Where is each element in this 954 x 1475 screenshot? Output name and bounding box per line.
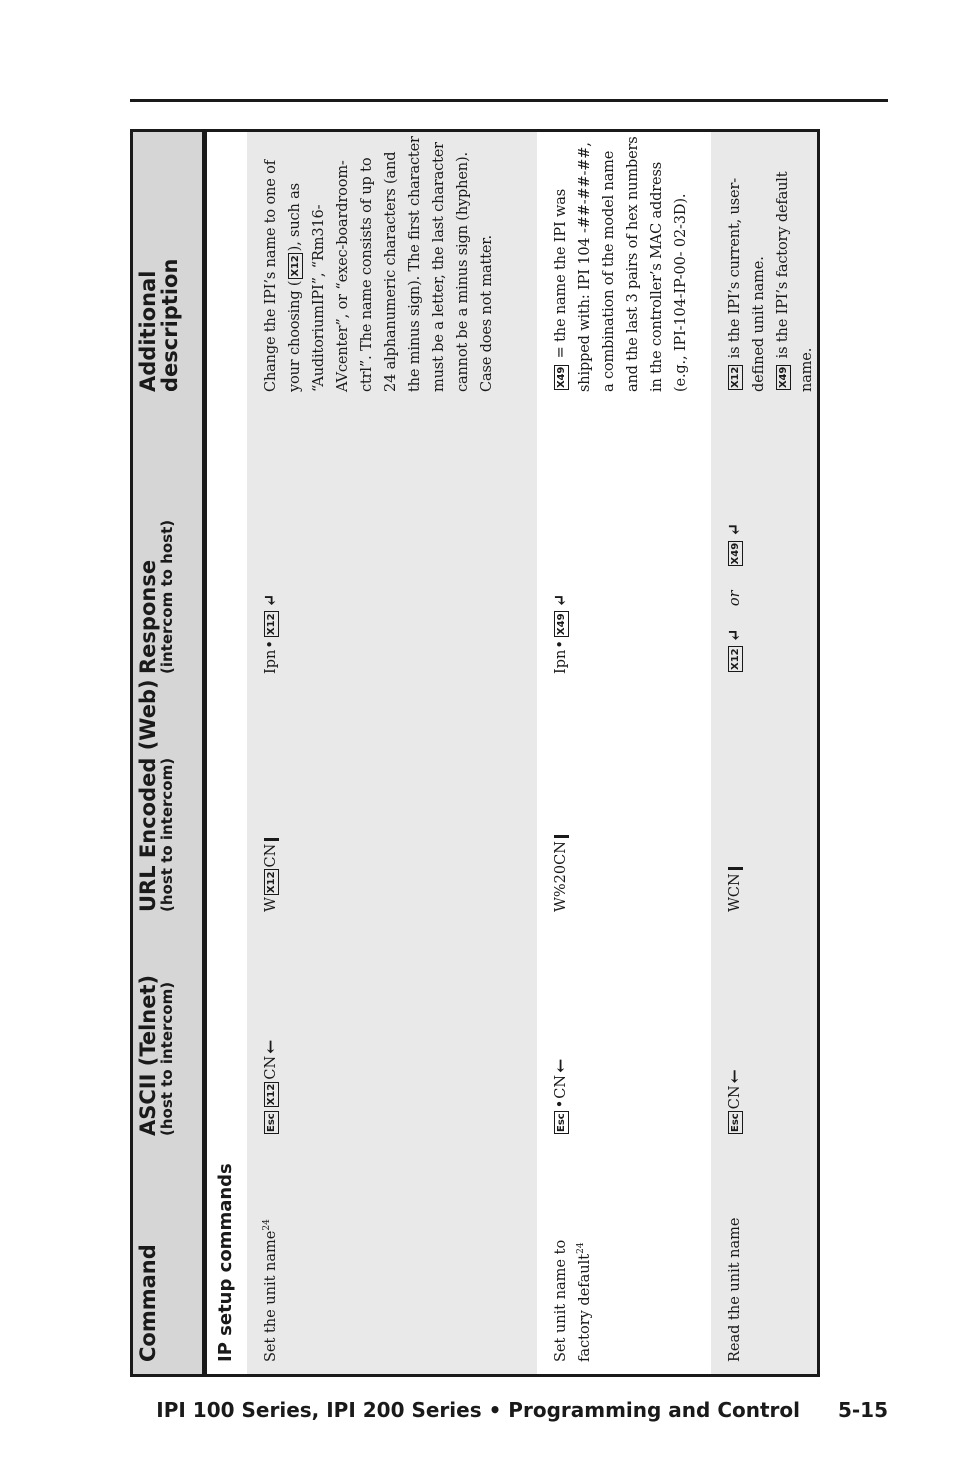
x12-variable-icon: X12 bbox=[265, 613, 277, 636]
ascii-cell: Esc•CN← bbox=[551, 1058, 571, 1132]
description-cell bbox=[723, 136, 819, 392]
footer-title: IPI 100 Series, IPI 200 Series • Programming and Control bbox=[156, 1398, 800, 1422]
return-arrow-icon: ← bbox=[725, 1069, 745, 1084]
header-response: Response (intercom to host) bbox=[136, 519, 176, 674]
top-rule bbox=[130, 99, 888, 102]
header-divider-line bbox=[205, 132, 207, 1377]
url-cell: WCN bbox=[723, 712, 747, 912]
x12-variable-icon: X12 bbox=[265, 871, 277, 894]
command-table-frame bbox=[130, 129, 820, 1377]
url-cell: WX12CN bbox=[259, 712, 283, 912]
x49-variable-icon: X49 bbox=[555, 613, 567, 636]
pipe-terminator-icon bbox=[554, 835, 569, 838]
x12-variable-icon: X12 bbox=[729, 648, 741, 670]
command-cell: Set unit name to factory default$^{24}$ bbox=[553, 1239, 593, 1362]
header-url-encoded: URL Encoded (Web) (host to intercom) bbox=[136, 679, 176, 912]
x49-variable-icon: X49 bbox=[729, 542, 741, 565]
return-arrow-icon: ← bbox=[261, 1039, 281, 1054]
ascii-cell: EscX12CN← bbox=[261, 1039, 281, 1132]
space-dot-icon: • bbox=[553, 1099, 569, 1109]
esc-key-icon: Esc bbox=[555, 1113, 567, 1132]
page-number: 5-15 bbox=[837, 1398, 888, 1422]
header-command: Command bbox=[136, 1244, 160, 1362]
esc-key-icon: Esc bbox=[265, 1113, 277, 1132]
pipe-terminator-icon bbox=[728, 867, 743, 870]
ascii-cell: EscCN← bbox=[725, 1069, 745, 1132]
description-line: X12 is the IPI’s current, user-defined unit name. bbox=[727, 178, 767, 392]
page-footer bbox=[130, 1398, 888, 1426]
line-feed-arrow-icon: ↵ bbox=[261, 593, 281, 608]
header-ascii: ASCII (Telnet) (host to intercom) bbox=[136, 974, 176, 1136]
space-dot-icon: • bbox=[553, 640, 569, 649]
pipe-terminator-icon bbox=[264, 838, 279, 841]
command-cell: Read the unit name bbox=[727, 1217, 743, 1362]
x49-variable-icon: X49 bbox=[777, 366, 789, 388]
command-cell: Set the unit name$^{24}$ bbox=[262, 1219, 279, 1362]
command-table bbox=[133, 132, 817, 1374]
response-cell: Ipn•X49↵ bbox=[551, 593, 571, 674]
section-title: IP setup commands bbox=[215, 1163, 236, 1362]
space-dot-icon: • bbox=[263, 640, 279, 649]
description-cell: X49 = the name the IPI was shipped with: IPI 104 -##-##-##, a combination of the model name and the last 3 pairs of hex numbers in the controller’s MAC address (e.g., IPI-104-IP-00- 02-3D). bbox=[553, 136, 689, 392]
description-line: X49 is the IPI’s factory default name. bbox=[775, 171, 815, 392]
response-cell: Ipn•X12↵ bbox=[261, 593, 281, 674]
table-row bbox=[247, 132, 537, 1374]
x12-variable-icon: X12 bbox=[265, 1083, 277, 1106]
line-feed-arrow-icon: ↵ bbox=[551, 593, 571, 608]
table-row bbox=[711, 132, 817, 1374]
description-cell: Change the IPI’s name to one of your choosing (X12), such as “AuditoriumIPI”, “Rm316-AVcenter”, or “exec-boardroom-ctrl”. The name consists of up to 24 alphanumeric characters (and the minus sign). The first character must be a letter, the last character cannot be a minus sign (hyphen). Case does not matter. bbox=[263, 136, 495, 392]
line-feed-arrow-icon: ↵ bbox=[725, 628, 745, 643]
response-cell: X12↵orX49↵ bbox=[725, 522, 745, 670]
x49-variable-icon: X49 bbox=[555, 366, 567, 388]
x12-variable-icon: X12 bbox=[289, 255, 301, 277]
x12-variable-icon: X12 bbox=[729, 366, 741, 388]
table-row bbox=[537, 132, 711, 1374]
return-arrow-icon: ← bbox=[551, 1058, 571, 1073]
line-feed-arrow-icon: ↵ bbox=[725, 522, 745, 537]
section-heading-row bbox=[205, 132, 247, 1374]
url-cell: W%20CN bbox=[549, 712, 573, 912]
header-additional-description: Additional description bbox=[136, 258, 182, 392]
table-header-row bbox=[133, 132, 205, 1374]
esc-key-icon: Esc bbox=[729, 1113, 741, 1132]
